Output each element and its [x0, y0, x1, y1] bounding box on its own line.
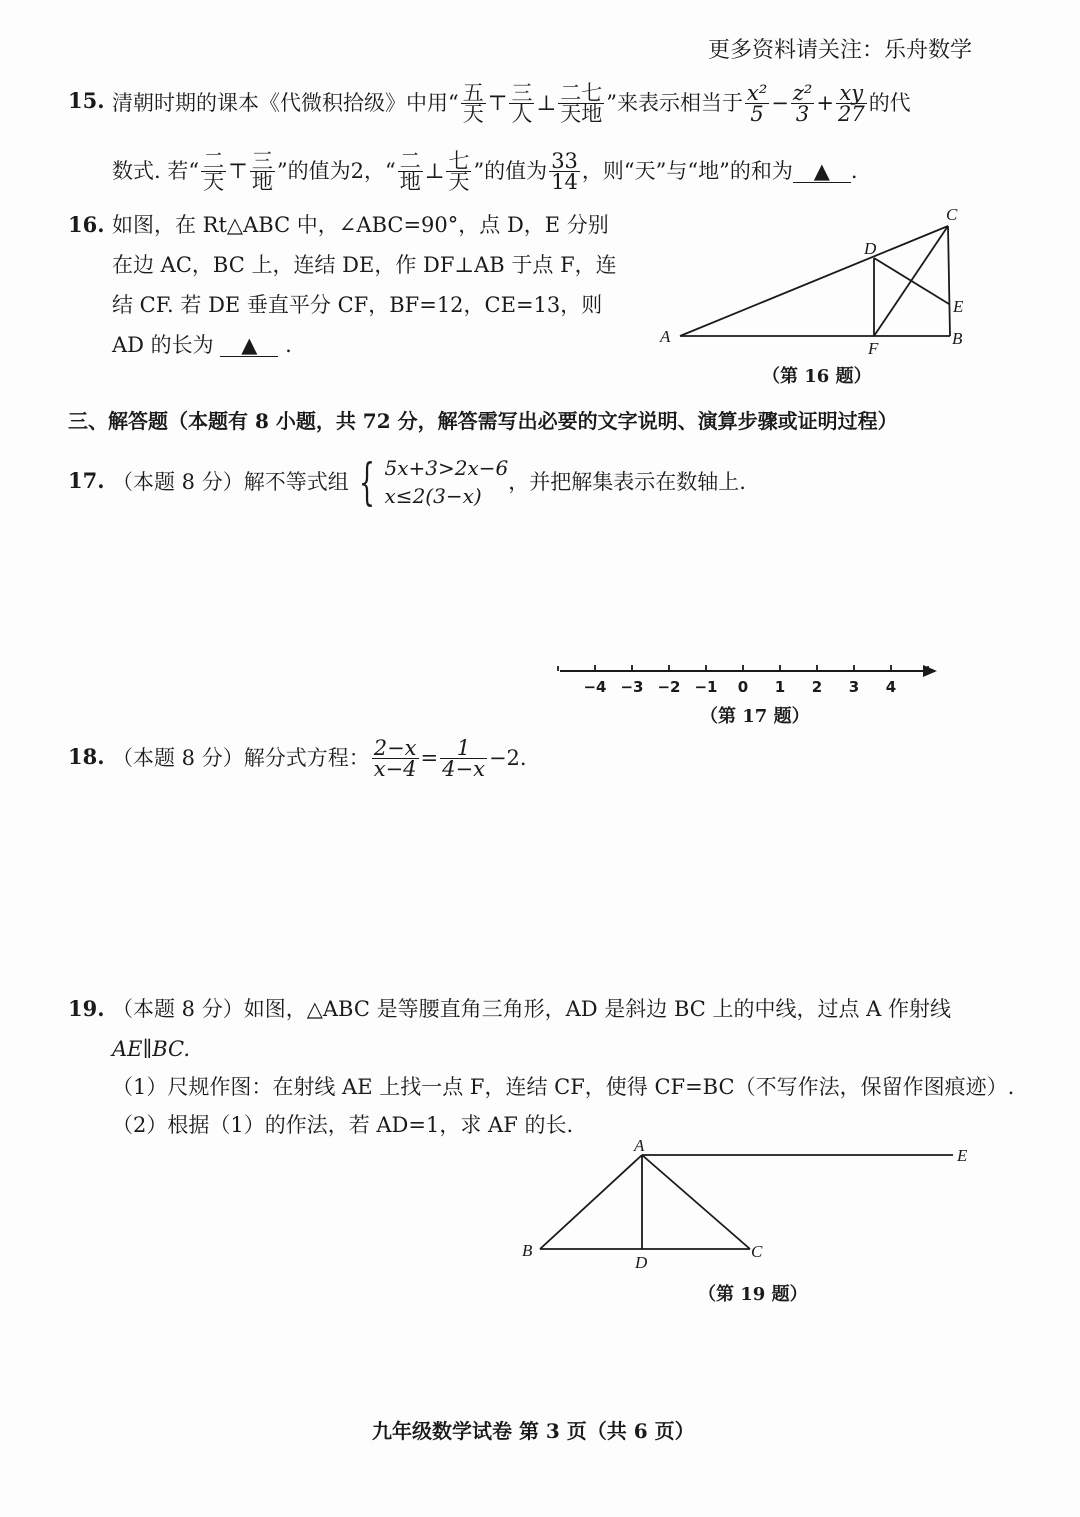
- q17-tick-label: −2: [657, 678, 681, 696]
- q16-label-c: C: [946, 205, 958, 224]
- q15-answer-blank: ▲: [793, 160, 851, 183]
- q19-part2: （2）根据（1）的作法，若 AD=1，求 AF 的长.: [112, 1113, 574, 1137]
- q15-end: .: [850, 159, 858, 183]
- q15-expr-plus: +: [816, 91, 834, 115]
- q15-cond1-a: $\frac{\text{二}}{\text{天}}$: [203, 148, 225, 194]
- q17-tick-label: −3: [620, 678, 644, 696]
- q16-end: .: [285, 333, 292, 357]
- q15-expr-frac3: $\frac{xy}{27}$: [837, 80, 865, 126]
- q15-text-e: ”的值为2，“: [276, 159, 396, 183]
- q18-prefix: （本题 8 分）解分式方程：: [112, 746, 370, 770]
- q15-text-d: 数式. 若“: [112, 159, 200, 183]
- q15-cond2-a: $\frac{\text{二}}{\text{地}}$: [399, 148, 421, 194]
- section3-title: 三、解答题（本题有 8 小题，共 72 分，解答需写出必要的文字说明、演算步骤或证明过程）: [68, 409, 898, 433]
- q19-segment-ab: [540, 1155, 642, 1249]
- q17-system: [385, 454, 509, 510]
- q15-cond1-mid: ⊤: [228, 159, 248, 183]
- q15-number: 15.: [68, 88, 105, 113]
- q17-tick-label: −4: [583, 678, 607, 696]
- q17-tick-label: 0: [737, 678, 749, 696]
- q15-expr-minus: −: [771, 91, 789, 115]
- q16-answer-blank: ▲: [220, 334, 278, 357]
- q19-part1: （1）尺规作图：在射线 AE 上找一点 F，连结 CF，使得 CF=BC（不写作法，保留作图痕迹）.: [112, 1075, 1015, 1099]
- q19-line1: （本题 8 分）如图，△ABC 是等腰直角三角形，AD 是斜边 BC 上的中线，过点 A 作射线: [112, 997, 952, 1021]
- q16-label-d: D: [864, 239, 877, 258]
- q18-line: [112, 730, 527, 786]
- q16-number: 16.: [68, 212, 105, 237]
- q15-expr-frac2: $\frac{\text{z²}}{3}$: [792, 80, 813, 126]
- q17-ineq2: x≤2(3−x): [384, 484, 482, 508]
- q17-line: [112, 452, 746, 512]
- q19-label-c: C: [751, 1242, 763, 1261]
- q19-caption: （第 19 题）: [698, 1284, 808, 1305]
- q16-line1: 如图，在 Rt△ABC 中，∠ABC=90°，点 D，E 分别: [112, 213, 609, 237]
- q16-segment-ac: [680, 226, 948, 336]
- q17-suffix: ，并把解集表示在数轴上.: [508, 470, 746, 494]
- q16-line2: 在边 AC，BC 上，连结 DE，作 DF⊥AB 于点 F，连: [112, 253, 617, 277]
- q15-text-g: ，则“天”与“地”的和为: [581, 159, 793, 183]
- q17-tick-label: −1: [694, 678, 718, 696]
- q16-caption: （第 16 题）: [762, 366, 872, 387]
- q19-figure: [515, 1135, 985, 1275]
- q17-number-line: [555, 655, 945, 700]
- q15-expr-frac1: $\frac{\text{x²}}{5}$: [746, 80, 768, 126]
- q19-segment-ac: [642, 1155, 750, 1249]
- q19-label-a: A: [634, 1136, 645, 1155]
- q17-caption: （第 17 题）: [700, 706, 810, 727]
- q16-line4: [112, 330, 292, 360]
- q15-line1: [112, 76, 911, 130]
- q17-tick-label: 3: [848, 678, 860, 696]
- q18-rhs-fraction: $\frac{1}{4-x}$: [442, 735, 485, 781]
- q18-eq: =: [420, 746, 439, 770]
- q17-ineq1: 5x+3>2x−6: [384, 456, 509, 480]
- q15-text-c: 的代: [868, 91, 911, 115]
- q15-symbol1-mid: ⊤: [487, 91, 508, 115]
- q15-cond1-b: $\frac{\text{三}}{\text{地}}$: [251, 148, 273, 194]
- q16-label-f: F: [868, 339, 879, 358]
- q17-brace: {: [358, 453, 375, 511]
- q15-line2: [112, 144, 858, 198]
- q15-cond2-b: $\frac{\text{七}}{\text{天}}$: [448, 148, 470, 194]
- q19-line2: AE∥BC.: [112, 1037, 191, 1061]
- footer: 九年级数学试卷 第 3 页（共 6 页）: [372, 1419, 695, 1443]
- q15-symbol1: $\frac{\text{五}}{\text{天}}$: [462, 80, 484, 126]
- q16-label-e: E: [953, 297, 964, 316]
- q19-label-e: E: [957, 1146, 968, 1165]
- q17-number: 17.: [68, 468, 105, 493]
- q16-label-a: A: [660, 327, 671, 346]
- q15-text-b: ”来表示相当于: [606, 91, 743, 115]
- q18-lhs-fraction: $\frac{2-x}{x-4}$: [373, 735, 417, 781]
- q17-tick-label: 2: [811, 678, 823, 696]
- q16-line4-text: AD 的长为: [112, 333, 214, 357]
- q15-symbol3: $\frac{\text{二七}}{\text{天地}}$: [560, 80, 603, 126]
- q19-number: 19.: [68, 996, 105, 1021]
- q16-label-b: B: [952, 329, 963, 348]
- q16-segment-cf: [874, 226, 948, 336]
- q17-axis-arrow: [923, 665, 937, 677]
- q16-figure: [650, 200, 980, 360]
- q18-rhs-tail: −2.: [488, 746, 527, 770]
- q15-text-f: ”的值为: [473, 159, 548, 183]
- q16-line3: 结 CF. 若 DE 垂直平分 CF，BF=12，CE=13，则: [112, 293, 603, 317]
- q15-cond2-mid: ⊥: [424, 159, 445, 183]
- q15-text-a: 清朝时期的课本《代微积拾级》中用“: [112, 91, 459, 115]
- q16-segment-bc: [948, 226, 950, 336]
- q15-value-fraction: $\frac{33}{14}$: [551, 148, 578, 194]
- header-note: 更多资料请关注：乐舟数学: [708, 38, 973, 63]
- q17-tick-label: 1: [774, 678, 786, 696]
- q15-symbol2: $\frac{\text{三}}{\text{人}}$: [511, 80, 533, 126]
- q19-label-b: B: [522, 1241, 533, 1260]
- q19-label-d: D: [635, 1253, 648, 1272]
- q17-prefix: （本题 8 分）解不等式组: [112, 470, 349, 494]
- q18-number: 18.: [68, 744, 105, 769]
- q17-tick-label: 4: [885, 678, 897, 696]
- q15-symbol2-mid: ⊥: [536, 91, 557, 115]
